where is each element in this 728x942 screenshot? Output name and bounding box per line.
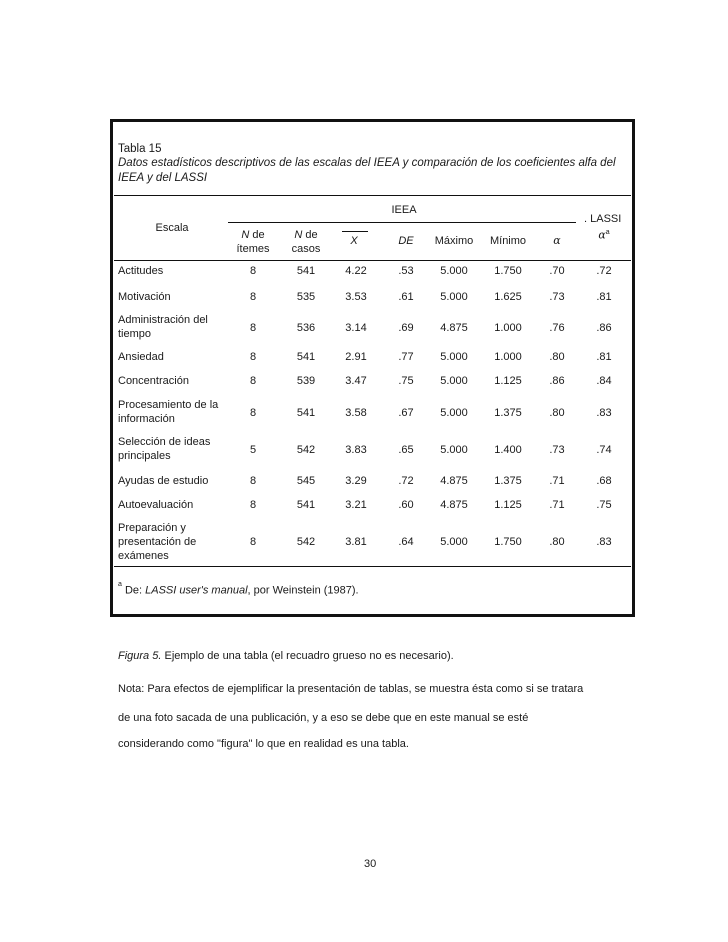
cell-alpha: .73 <box>549 291 565 303</box>
cell-lassi: .83 <box>596 536 612 548</box>
cell-mean: 3.58 <box>345 407 367 419</box>
cell-alpha: .73 <box>549 444 565 456</box>
cell-items: 8 <box>249 475 257 487</box>
figure-caption: Figura 5. Ejemplo de una tabla (el recuadro grueso no es necesario). <box>118 650 454 662</box>
cell-de: .69 <box>398 322 414 334</box>
cell-casos: 541 <box>296 407 316 419</box>
header-n-casos: N de <box>294 229 318 241</box>
cell-lassi: .74 <box>596 444 612 456</box>
cell-max: 5.000 <box>440 265 468 277</box>
cell-de: .72 <box>398 475 414 487</box>
cell-casos: 539 <box>296 375 316 387</box>
cell-items: 5 <box>249 444 257 456</box>
header-min: Mínimo <box>489 235 527 247</box>
cell-mean: 2.91 <box>345 351 367 363</box>
cell-min: 1.750 <box>494 265 522 277</box>
cell-max: 5.000 <box>440 444 468 456</box>
cell-lassi: .83 <box>596 407 612 419</box>
figure-note-line-3: considerando como "figura" lo que en realidad es una tabla. <box>118 738 409 750</box>
cell-mean: 4.22 <box>345 265 367 277</box>
table-number: Tabla 15 <box>118 143 162 155</box>
cell-de: .61 <box>398 291 414 303</box>
cell-min: 1.125 <box>494 499 522 511</box>
cell-lassi: .84 <box>596 375 612 387</box>
cell-items: 8 <box>249 407 257 419</box>
header-lassi-alpha: $\alpha^a$ <box>598 228 610 242</box>
cell-items: 8 <box>249 351 257 363</box>
cell-items: 8 <box>249 265 257 277</box>
lassi-dot: . <box>584 213 591 225</box>
cell-max: 5.000 <box>440 375 468 387</box>
header-escala: Escala <box>155 222 189 234</box>
mean-overbar <box>342 231 368 232</box>
row-label-seleccion: Selección de ideas principales <box>118 436 211 462</box>
header-max: Máximo <box>434 235 474 247</box>
header-bottom-rule <box>114 260 631 261</box>
cell-min: 1.125 <box>494 375 522 387</box>
cell-lassi: .86 <box>596 322 612 334</box>
cell-casos: 535 <box>296 291 316 303</box>
cell-alpha: .70 <box>549 265 565 277</box>
cell-max: 4.875 <box>440 499 468 511</box>
cell-max: 4.875 <box>440 322 468 334</box>
header-n-casos-line2: casos <box>291 243 321 255</box>
page-number: 30 <box>364 858 377 870</box>
cell-min: 1.000 <box>494 351 522 363</box>
row-label-procesamiento: Procesamiento de la información <box>118 399 219 425</box>
cell-de: .64 <box>398 536 414 548</box>
bottom-rule <box>114 566 631 567</box>
cell-min: 1.625 <box>494 291 522 303</box>
cell-de: .60 <box>398 499 414 511</box>
cell-max: 5.000 <box>440 536 468 548</box>
cell-alpha: .80 <box>549 351 565 363</box>
cell-alpha: .71 <box>549 475 565 487</box>
cell-lassi: .81 <box>596 291 612 303</box>
cell-mean: 3.81 <box>345 536 367 548</box>
cell-de: .75 <box>398 375 414 387</box>
cell-min: 1.750 <box>494 536 522 548</box>
cell-mean: 3.14 <box>345 322 367 334</box>
ieea-group-rule <box>228 222 576 223</box>
cell-casos: 545 <box>296 475 316 487</box>
cell-mean: 3.53 <box>345 291 367 303</box>
cell-lassi: .72 <box>596 265 612 277</box>
header-n-items: N de <box>241 229 265 241</box>
cell-casos: 542 <box>296 444 316 456</box>
cell-lassi: .68 <box>596 475 612 487</box>
cell-mean: 3.47 <box>345 375 367 387</box>
row-label-motivacion: Motivación <box>118 291 171 303</box>
cell-items: 8 <box>249 291 257 303</box>
cell-de: .67 <box>398 407 414 419</box>
cell-casos: 541 <box>296 351 316 363</box>
cell-min: 1.375 <box>494 475 522 487</box>
top-rule <box>114 195 631 196</box>
table-note: $^a$ De: LASSI user's manual, por Weinstein (1987). <box>118 581 359 597</box>
cell-max: 5.000 <box>440 407 468 419</box>
cell-casos: 536 <box>296 322 316 334</box>
cell-de: .53 <box>398 265 414 277</box>
cell-de: .77 <box>398 351 414 363</box>
header-mean: X <box>350 235 358 247</box>
cell-casos: 541 <box>296 265 316 277</box>
cell-min: 1.400 <box>494 444 522 456</box>
cell-max: 4.875 <box>440 475 468 487</box>
cell-mean: 3.29 <box>345 475 367 487</box>
cell-min: 1.000 <box>494 322 522 334</box>
cell-max: 5.000 <box>440 351 468 363</box>
cell-lassi: .75 <box>596 499 612 511</box>
cell-alpha: .86 <box>549 375 565 387</box>
cell-mean: 3.21 <box>345 499 367 511</box>
header-de: DE <box>398 235 414 247</box>
row-label-preparacion: Preparación y presentación de exámenes <box>118 522 197 562</box>
cell-items: 8 <box>249 375 257 387</box>
figure-note-line-2: de una foto sacada de una publicación, y a eso se debe que en este manual se esté <box>118 712 529 724</box>
cell-items: 8 <box>249 322 257 334</box>
cell-alpha: .80 <box>549 536 565 548</box>
row-label-ayudas: Ayudas de estudio <box>118 475 209 487</box>
header-n-items-line2: ítemes <box>236 243 270 255</box>
row-label-autoevaluacion: Autoevaluación <box>118 499 194 511</box>
cell-de: .65 <box>398 444 414 456</box>
cell-mean: 3.83 <box>345 444 367 456</box>
cell-items: 8 <box>249 536 257 548</box>
cell-alpha: .80 <box>549 407 565 419</box>
header-lassi: . LASSI <box>584 213 622 225</box>
row-label-actitudes: Actitudes <box>118 265 164 277</box>
cell-lassi: .81 <box>596 351 612 363</box>
cell-min: 1.375 <box>494 407 522 419</box>
cell-items: 8 <box>249 499 257 511</box>
figure-note-line-1: Nota: Para efectos de ejemplificar la presentación de tablas, se muestra ésta como si se tratara <box>118 683 584 695</box>
row-label-concentracion: Concentración <box>118 375 189 387</box>
cell-alpha: .71 <box>549 499 565 511</box>
row-label-ansiedad: Ansiedad <box>118 351 164 363</box>
header-ieea: IEEA <box>391 204 417 216</box>
cell-alpha: .76 <box>549 322 565 334</box>
header-alpha: α <box>553 234 561 247</box>
cell-casos: 542 <box>296 536 316 548</box>
table-caption: Datos estadísticos descriptivos de las escalas del IEEA y comparación de los coeficientes alfa del IEEA y del LASSI <box>118 157 616 184</box>
cell-max: 5.000 <box>440 291 468 303</box>
row-label-administracion: Administración del tiempo <box>118 314 208 340</box>
cell-casos: 541 <box>296 499 316 511</box>
